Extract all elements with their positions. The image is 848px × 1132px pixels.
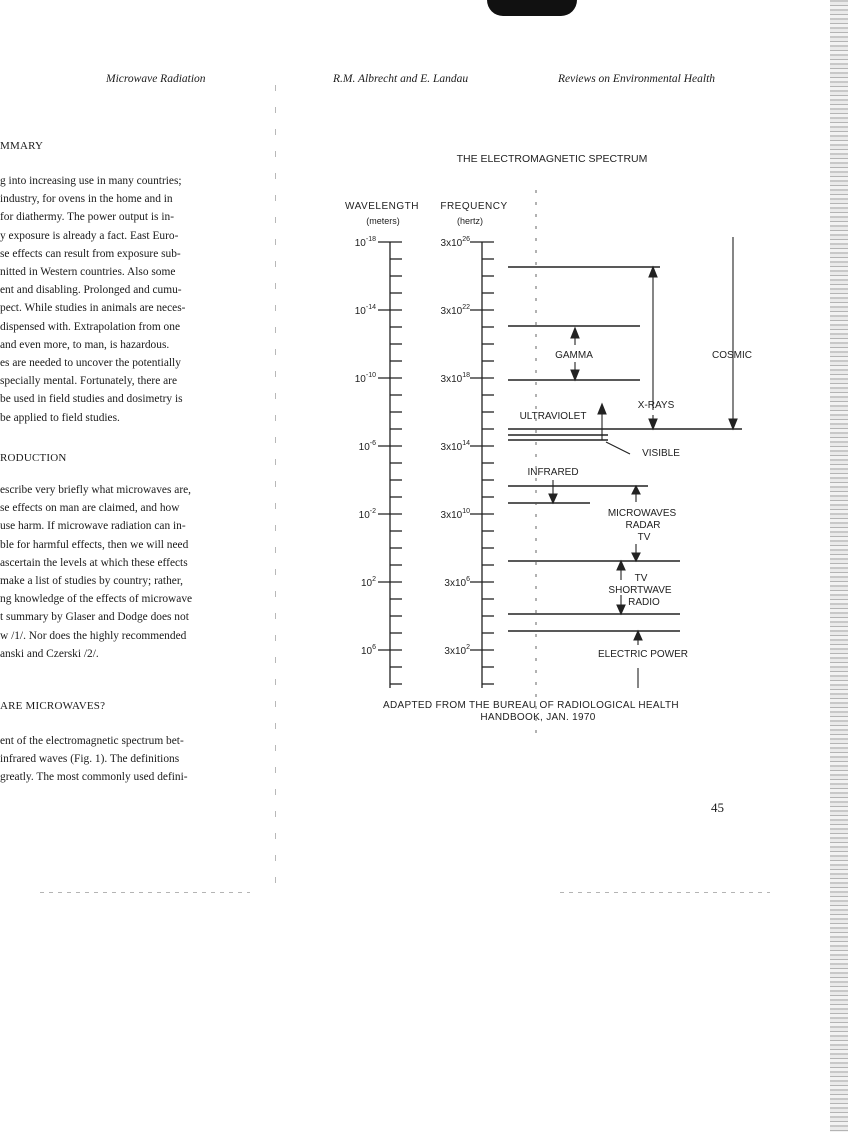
tick-exponent: 14 <box>462 440 470 447</box>
tick-base: 10 <box>358 442 370 453</box>
text-line: ng knowledge of the effects of microwave <box>0 593 193 606</box>
text-line: t summary by Glaser and Dodge does not <box>0 611 189 624</box>
arrow-head <box>634 631 642 640</box>
tick-label <box>441 440 471 453</box>
arrow-head <box>549 494 557 503</box>
frequency-tick-labels <box>441 236 471 657</box>
band-label-xrays: X-RAYS <box>637 400 675 411</box>
text-line: be applied to field studies. <box>0 411 120 424</box>
tick-label <box>444 576 470 589</box>
frequency-unit: (hertz) <box>456 216 484 226</box>
text-line: use harm. If microwave radiation can in- <box>0 520 186 533</box>
tick-base: 3x10 <box>440 510 463 521</box>
text-line: ent of the electromagnetic spectrum bet- <box>0 735 184 747</box>
tick-exponent: 10 <box>462 508 470 515</box>
text-line: greatly. The most commonly used defini- <box>0 771 188 784</box>
microwaves-paragraph <box>0 732 226 787</box>
tick-base: 10 <box>358 510 370 521</box>
tick-base: 10 <box>354 374 366 385</box>
band-label-radio: RADIO <box>628 597 660 608</box>
electromagnetic-spectrum-figure <box>330 140 760 740</box>
range-arrows <box>549 237 737 688</box>
introduction-paragraph <box>0 481 226 663</box>
band-label-radar: RADAR <box>625 520 661 531</box>
tick-base: 3x10 <box>440 442 463 453</box>
arrow-head <box>729 419 737 429</box>
wavelength-ruler <box>378 242 402 688</box>
wavelength-label: WAVELENGTH <box>345 201 419 212</box>
summary-paragraph <box>0 172 226 427</box>
tick-exponent: -2 <box>369 508 376 515</box>
text-line: w /1/. Nor does the highly recommended <box>0 629 187 642</box>
tick-exponent: -10 <box>365 372 376 379</box>
scan-artifact-line <box>40 892 250 893</box>
tick-base: 3x10 <box>440 374 463 385</box>
text-line: es are needed to uncover the potentially <box>0 357 181 370</box>
band-label-microwaves: MICROWAVES <box>607 508 677 519</box>
text-line: se effects can result from exposure sub- <box>0 247 181 260</box>
band-label-infrared: INFRARED <box>527 467 579 478</box>
running-header-authors: R.M. Albrecht and E. Landau <box>333 73 469 85</box>
ink-smudge <box>487 0 577 16</box>
text-line: and even more, to man, is hazardous. <box>0 338 170 351</box>
text-line: infrared waves (Fig. 1). The definitions <box>0 753 180 766</box>
band-boundaries <box>508 267 742 631</box>
tick-label <box>441 304 471 317</box>
text-line: anski and Czerski /2/. <box>0 647 99 660</box>
text-line: ent and disabling. Prolonged and cumu- <box>0 284 182 297</box>
tick-base: 3x10 <box>440 238 463 249</box>
text-line: ble for harmful effects, then we will need <box>0 538 189 551</box>
running-header-left: Microwave Radiation <box>106 73 206 85</box>
arrow-head <box>649 267 657 277</box>
scale-rulers <box>378 242 494 688</box>
band-label-electric-power: ELECTRIC POWER <box>597 649 689 660</box>
tick-exponent: 22 <box>462 304 470 311</box>
band-label-gamma: GAMMA <box>555 350 593 361</box>
tick-exponent: -14 <box>365 304 376 311</box>
tick-label <box>355 372 376 385</box>
tick-label <box>355 236 376 249</box>
arrow-head <box>617 561 625 570</box>
visible-pointer <box>606 442 630 454</box>
text-line: for diathermy. The power output is in- <box>0 211 174 224</box>
wavelength-tick-labels <box>355 236 376 657</box>
frequency-label: FREQUENCY <box>440 201 508 212</box>
band-label-cosmic: COSMIC <box>712 350 752 361</box>
scan-edge <box>830 0 848 1132</box>
tick-exponent: 26 <box>462 236 470 243</box>
tick-label <box>444 644 470 657</box>
arrow-head <box>598 404 606 414</box>
running-header-journal: Reviews on Environmental Health <box>558 73 716 85</box>
text-line: be used in field studies and dosimetry is <box>0 393 183 406</box>
text-line: industry, for ovens in the home and in <box>0 193 173 206</box>
text-line: pect. While studies in animals are neces- <box>0 302 186 315</box>
tick-exponent: 2 <box>372 576 376 583</box>
tick-label <box>361 576 376 589</box>
text-line: specially mental. Fortunately, there are <box>0 375 178 388</box>
tick-label <box>441 508 471 521</box>
page-number: 45 <box>711 800 724 815</box>
text-line: make a list of studies by country; rather, <box>0 575 184 588</box>
text-line: se effects on man are claimed, and how <box>0 502 180 515</box>
arrow-head <box>617 605 625 614</box>
tick-base: 3x10 <box>444 646 467 657</box>
wavelength-unit: (meters) <box>366 216 400 226</box>
frequency-ruler <box>470 242 494 688</box>
band-label-tv: TV <box>637 532 651 543</box>
arrow-head <box>632 553 640 561</box>
arrow-head <box>649 419 657 429</box>
tick-base: 10 <box>354 306 366 317</box>
text-line: dispensed with. Extrapolation from one <box>0 320 180 333</box>
tick-label <box>361 644 376 657</box>
tick-label <box>441 372 471 385</box>
text-line: g into increasing use in many countries; <box>0 175 182 187</box>
arrow-head <box>632 486 640 494</box>
tick-exponent: -6 <box>369 440 376 447</box>
band-label-visible: VISIBLE <box>642 448 680 459</box>
tick-exponent: -18 <box>365 236 376 243</box>
tick-label <box>355 304 376 317</box>
tick-exponent: 6 <box>466 576 470 583</box>
tick-base: 3x10 <box>444 578 467 589</box>
tick-label <box>441 236 471 249</box>
band-label-shortwave: SHORTWAVE <box>608 585 672 596</box>
scan-artifact-line <box>560 892 770 893</box>
band-label-ultraviolet: ULTRAVIOLET <box>519 411 587 422</box>
text-line: escribe very briefly what microwaves are, <box>0 484 192 496</box>
tick-exponent: 2 <box>466 644 470 651</box>
tick-base: 10 <box>360 578 373 589</box>
tick-exponent: 18 <box>462 372 470 379</box>
figure-source-line-2: HANDBOOK, JAN. 1970 <box>480 712 596 723</box>
figure-source-line-1: ADAPTED FROM THE BUREAU OF RADIOLOGICAL HEALTH <box>383 700 679 711</box>
tick-base: 3x10 <box>440 306 463 317</box>
tick-base: 10 <box>360 646 373 657</box>
figure-title: THE ELECTROMAGNETIC SPECTRUM <box>456 153 648 165</box>
fold-line <box>275 85 276 895</box>
band-label-tv-2: TV <box>634 573 648 584</box>
arrow-head <box>571 370 579 380</box>
tick-label <box>359 440 376 453</box>
text-line: nitted in Western countries. Also some <box>0 266 176 279</box>
text-line: ascertain the levels at which these effects <box>0 556 188 569</box>
arrow-head <box>571 328 579 338</box>
text-line: y exposure is already a fact. East Euro- <box>0 229 179 242</box>
section-heading-what-are-microwaves: ARE MICROWAVES? <box>0 700 106 712</box>
tick-label <box>359 508 376 521</box>
spectrum-diagram <box>330 140 760 740</box>
section-heading-introduction: RODUCTION <box>0 452 67 464</box>
tick-base: 10 <box>354 238 366 249</box>
tick-exponent: 6 <box>372 644 376 651</box>
section-heading-summary: MMARY <box>0 140 44 152</box>
